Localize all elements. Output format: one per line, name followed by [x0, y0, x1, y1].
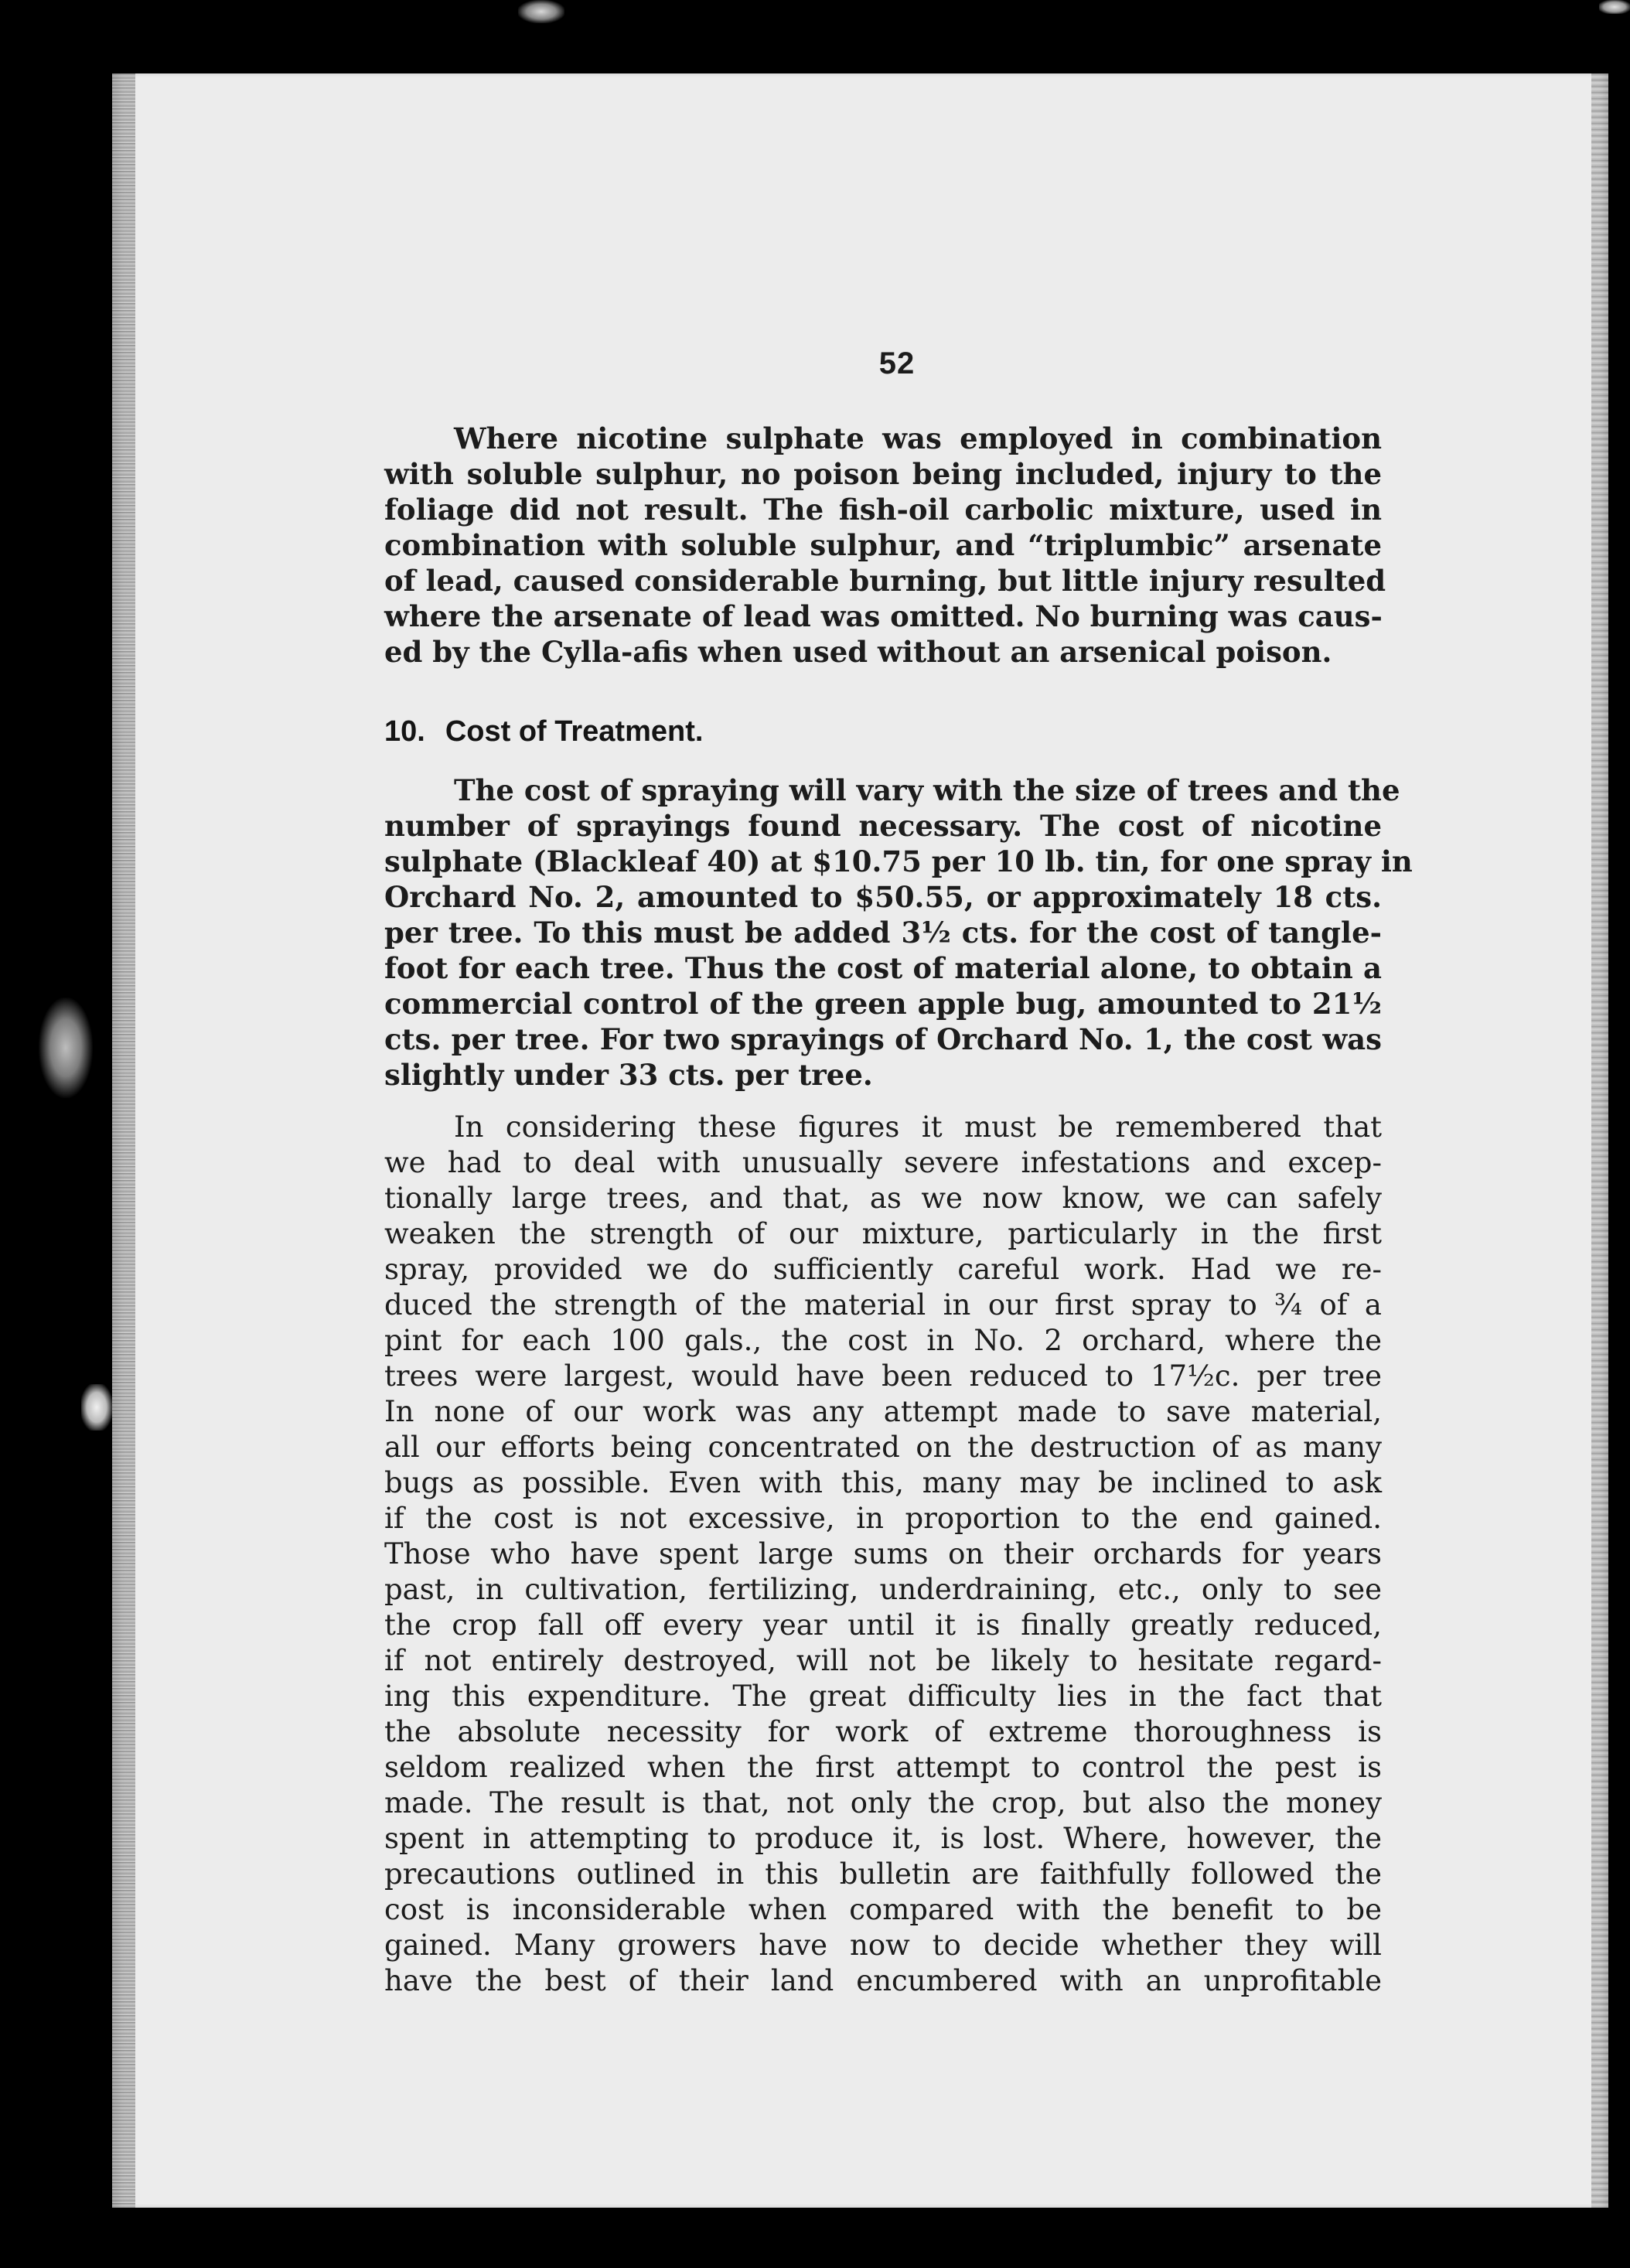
scan-artifact-corner [1599, 0, 1630, 14]
text-line: foliage did not result. The fish-oil carbolic mixture, used in [384, 493, 1382, 527]
text-line: precautions outlined in this bulletin are faithfully followed the [384, 1857, 1382, 1891]
text-line: we had to deal with unusually severe infestations and excep- [384, 1146, 1382, 1179]
text-line: gained. Many growers have now to decide whether they will [384, 1929, 1382, 1962]
text-line: past, in cultivation, fertilizing, underdraining, etc., only to see [384, 1573, 1382, 1606]
text-line: Orchard No. 2, amounted to $50.55, or approximately 18 cts. [384, 880, 1382, 914]
section-number: 10. [384, 715, 425, 748]
scan-artifact-top [518, 0, 564, 23]
page-number: 52 [878, 346, 916, 380]
text-line: cts. per tree. For two sprayings of Orchard No. 1, the cost was [384, 1022, 1382, 1056]
text-line: commercial control of the green apple bug, amounted to 21½ [384, 987, 1382, 1021]
text-line: tionally large trees, and that, as we now know, we can safely [384, 1182, 1382, 1215]
page-binding-edge [112, 73, 135, 2208]
paragraph-spraying-cost [384, 772, 1413, 1093]
text-line: ed by the Cylla-afis when used without an arsenical poison. [384, 635, 1332, 669]
scan-artifact-left [39, 998, 93, 1098]
text-line: weaken the strength of our mixture, particularly in the first [384, 1217, 1382, 1250]
text-line: In none of our work was any attempt made to save material, [384, 1395, 1382, 1428]
scan-artifact-left-small [81, 1384, 112, 1431]
text-line: all our efforts being concentrated on the destruction of as many [384, 1431, 1382, 1464]
page-right-edge [1591, 73, 1608, 2208]
text-line: combination with soluble sulphur, and “triplumbic” arsenate [384, 528, 1382, 562]
text-line: ing this expenditure. The great difficulty lies in the fact that [384, 1680, 1382, 1713]
text-line: seldom realized when the first attempt to control the pest is [384, 1751, 1382, 1784]
text-line: spray, provided we do sufficiently careful work. Had we re- [384, 1253, 1382, 1286]
text-line: the absolute necessity for work of extreme thoroughness is [384, 1715, 1382, 1748]
paragraph-considering-figures [384, 1110, 1382, 1999]
text-line: the crop fall off every year until it is finally greatly reduced, [384, 1608, 1382, 1642]
paragraph-nicotine-injury [384, 421, 1386, 670]
text-line: The cost of spraying will vary with the size of trees and the [454, 773, 1400, 807]
text-line: pint for each 100 gals., the cost in No. 2 orchard, where the [384, 1324, 1382, 1357]
text-line: slightly under 33 cts. per tree. [384, 1058, 873, 1092]
text-line: cost is inconsiderable when compared with the benefit to be [384, 1893, 1382, 1926]
text-line: Those who have spent large sums on their orchards for years [384, 1537, 1382, 1571]
text-line: number of sprayings found necessary. The cost of nicotine [384, 809, 1382, 843]
text-line: sulphate (Blackleaf 40) at $10.75 per 10 lb. tin, for one spray in [384, 844, 1413, 878]
text-line: of lead, caused considerable burning, but little injury resulted [384, 564, 1386, 598]
section-title: Cost of Treatment. [445, 715, 704, 748]
text-line: foot for each tree. Thus the cost of material alone, to obtain a [384, 951, 1382, 985]
text-line: duced the strength of the material in our first spray to ¾ of a [384, 1288, 1382, 1322]
text-line: trees were largest, would have been reduced to 17½c. per tree [384, 1359, 1382, 1393]
text-line: if not entirely destroyed, will not be likely to hesitate regard- [384, 1644, 1382, 1677]
text-line: bugs as possible. Even with this, many may be inclined to ask [384, 1466, 1382, 1499]
text-line: with soluble sulphur, no poison being included, injury to the [384, 457, 1382, 491]
section-heading [384, 715, 703, 749]
text-line: per tree. To this must be added 3½ cts. for the cost of tangle- [384, 916, 1382, 950]
text-line: spent in attempting to produce it, is lost. Where, however, the [384, 1822, 1382, 1855]
text-line: In considering these figures it must be remembered that [454, 1110, 1382, 1144]
text-line: Where nicotine sulphate was employed in combination [454, 421, 1382, 455]
text-line: if the cost is not excessive, in proportion to the end gained. [384, 1502, 1382, 1535]
text-line: where the arsenate of lead was omitted. No burning was caus- [384, 599, 1383, 633]
text-line: made. The result is that, not only the crop, but also the money [384, 1786, 1382, 1820]
text-line: have the best of their land encumbered with an unprofitable [384, 1964, 1382, 1997]
